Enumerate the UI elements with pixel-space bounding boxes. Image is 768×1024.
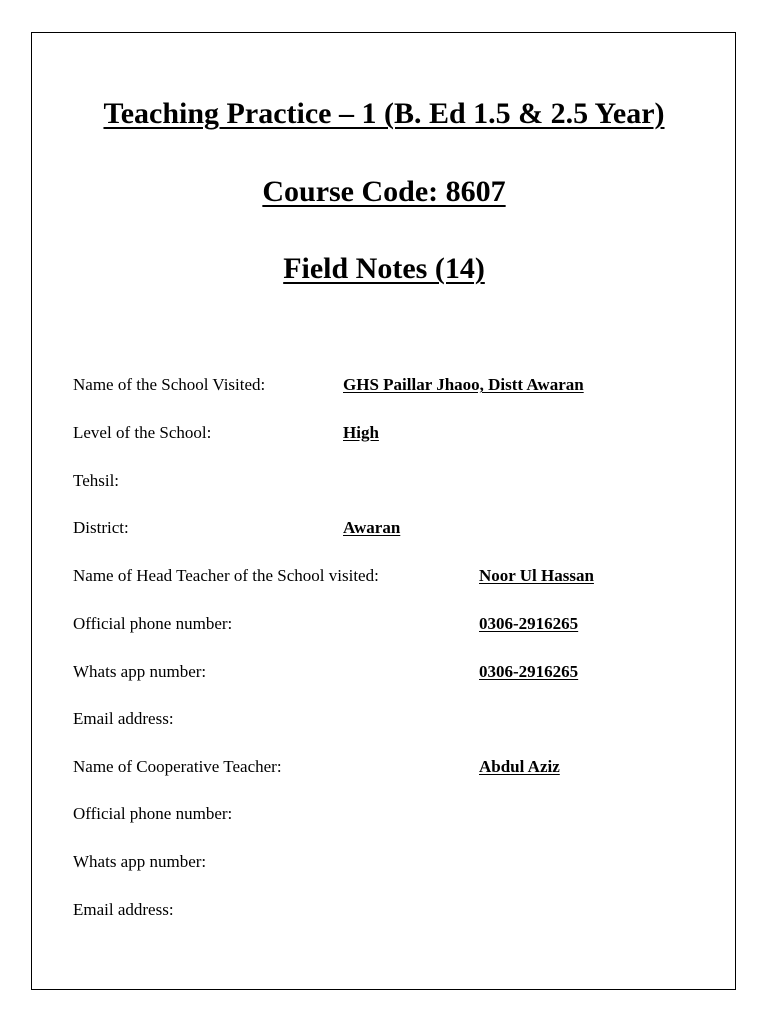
cooperative-teacher-label: Name of Cooperative Teacher: [73,757,282,776]
cooperative-teacher-value: Abdul Aziz [479,757,560,776]
head-teacher-row [0,564,768,588]
head-whatsapp-value: 0306-2916265 [479,662,579,681]
school-name-row [0,373,768,397]
coop-official-phone-label: Official phone number: [73,804,233,823]
cooperative-teacher-row [0,755,768,779]
school-level-value: High [343,423,379,442]
coop-official-phone-row [0,802,768,826]
head-official-phone-row [0,612,768,636]
page-title: Teaching Practice – 1 (B. Ed 1.5 & 2.5 Year) [103,97,665,130]
school-name-value: GHS Paillar Jhaoo, Distt Awaran [343,375,584,394]
head-email-label: Email address: [73,709,174,728]
district-row [0,516,768,540]
head-official-phone-value: 0306-2916265 [479,614,579,633]
head-official-phone-label: Official phone number: [73,614,233,633]
school-level-row [0,421,768,445]
school-level-label: Level of the School: [73,423,212,442]
district-label: District: [73,518,129,537]
tehsil-label: Tehsil: [73,471,120,490]
tehsil-row [0,469,768,493]
head-teacher-label: Name of Head Teacher of the School visited: [73,566,379,585]
coop-email-label: Email address: [73,900,174,919]
coop-whatsapp-label: Whats app number: [73,852,207,871]
head-email-row [0,707,768,731]
field-notes-heading: Field Notes (14) [283,252,485,285]
head-whatsapp-label: Whats app number: [73,662,207,681]
school-name-label: Name of the School Visited: [73,375,266,394]
head-whatsapp-row [0,660,768,684]
course-code-heading: Course Code: 8607 [262,175,506,208]
head-teacher-value: Noor Ul Hassan [479,566,594,585]
coop-whatsapp-row [0,850,768,874]
district-value: Awaran [343,518,401,537]
coop-email-row [0,898,768,922]
